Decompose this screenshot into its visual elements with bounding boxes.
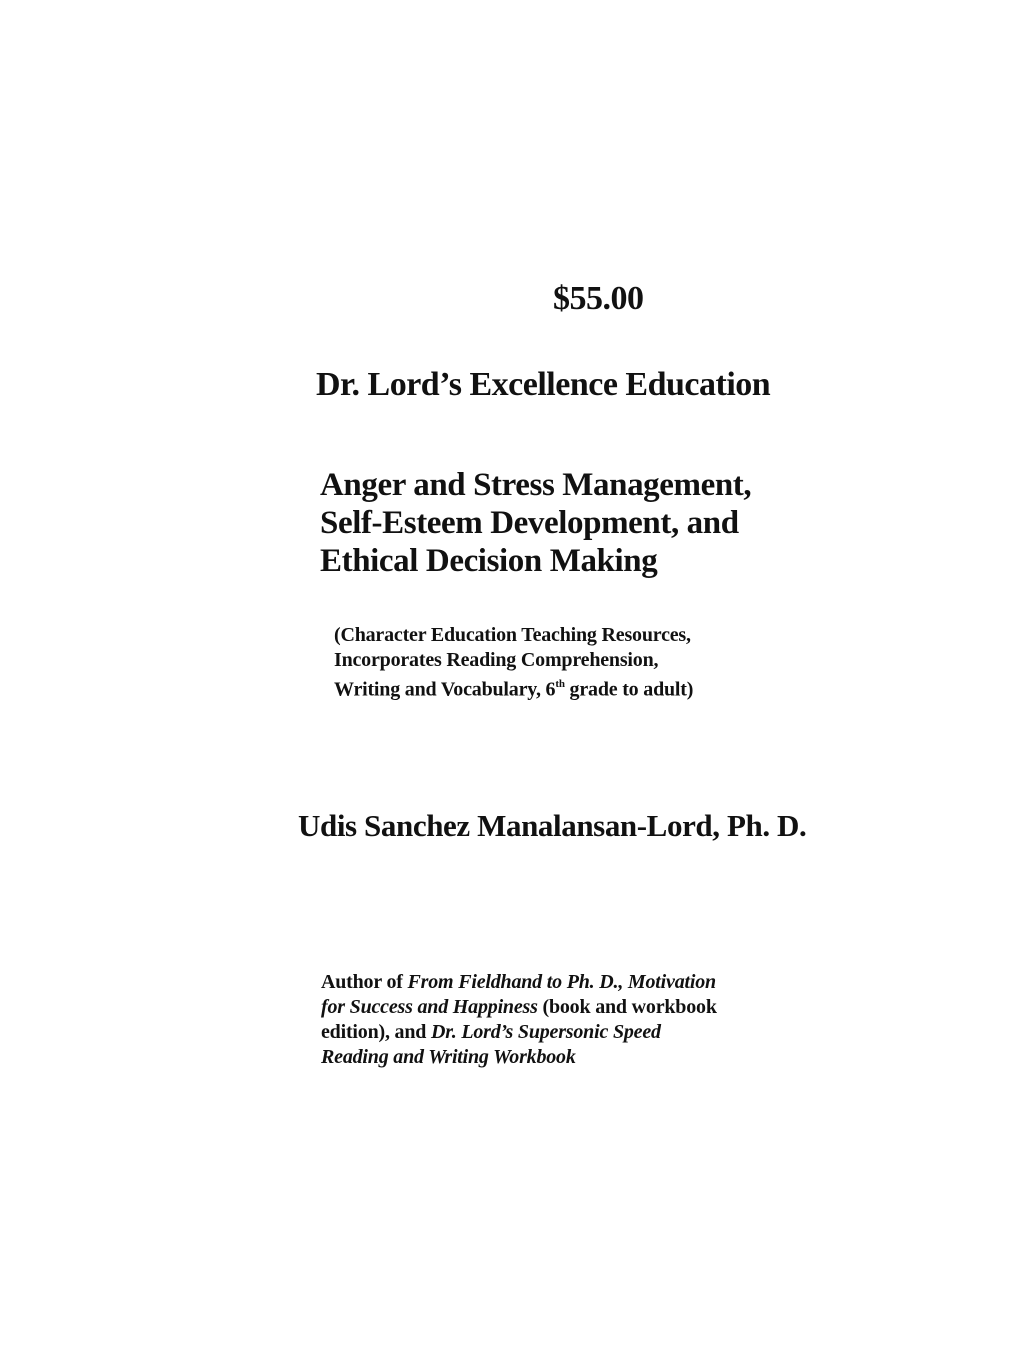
ordinal-suffix: th	[555, 678, 565, 690]
subtitle-line: (Character Education Teaching Resources,	[334, 624, 691, 646]
bio-book-title: From Fieldhand to Ph. D., Motivation	[407, 971, 716, 993]
bio-book-title: Dr. Lord’s Supersonic Speed	[431, 1021, 661, 1043]
subtitle-line	[334, 673, 693, 703]
title-line: Self-Esteem Development, and	[320, 505, 739, 541]
book-title	[320, 466, 751, 580]
subtitle-line: Incorporates Reading Comprehension,	[334, 649, 659, 671]
price: $55.00	[553, 280, 644, 317]
author-name: Udis Sanchez Manalansan-Lord, Ph. D.	[298, 808, 807, 843]
book-subtitle	[334, 623, 693, 703]
bio-line	[321, 970, 717, 995]
title-line: Anger and Stress Management,	[320, 467, 752, 503]
title-line: Ethical Decision Making	[320, 543, 658, 579]
author-bio	[321, 970, 717, 1070]
subtitle-line-text: grade to adult)	[564, 678, 694, 701]
bio-text: (book and workbook	[537, 996, 717, 1018]
bio-book-title: for Success and Happiness	[321, 996, 538, 1018]
bio-text: Author of	[321, 971, 408, 993]
bio-line	[321, 995, 717, 1020]
publisher-name: Dr. Lord’s Excellence Education	[316, 366, 771, 403]
subtitle-line-text: Writing and Vocabulary, 6	[334, 678, 556, 701]
bio-text: edition), and	[321, 1021, 432, 1043]
bio-line	[321, 1020, 717, 1045]
bio-book-title: Reading and Writing Workbook	[321, 1046, 576, 1068]
bio-line	[321, 1045, 717, 1070]
